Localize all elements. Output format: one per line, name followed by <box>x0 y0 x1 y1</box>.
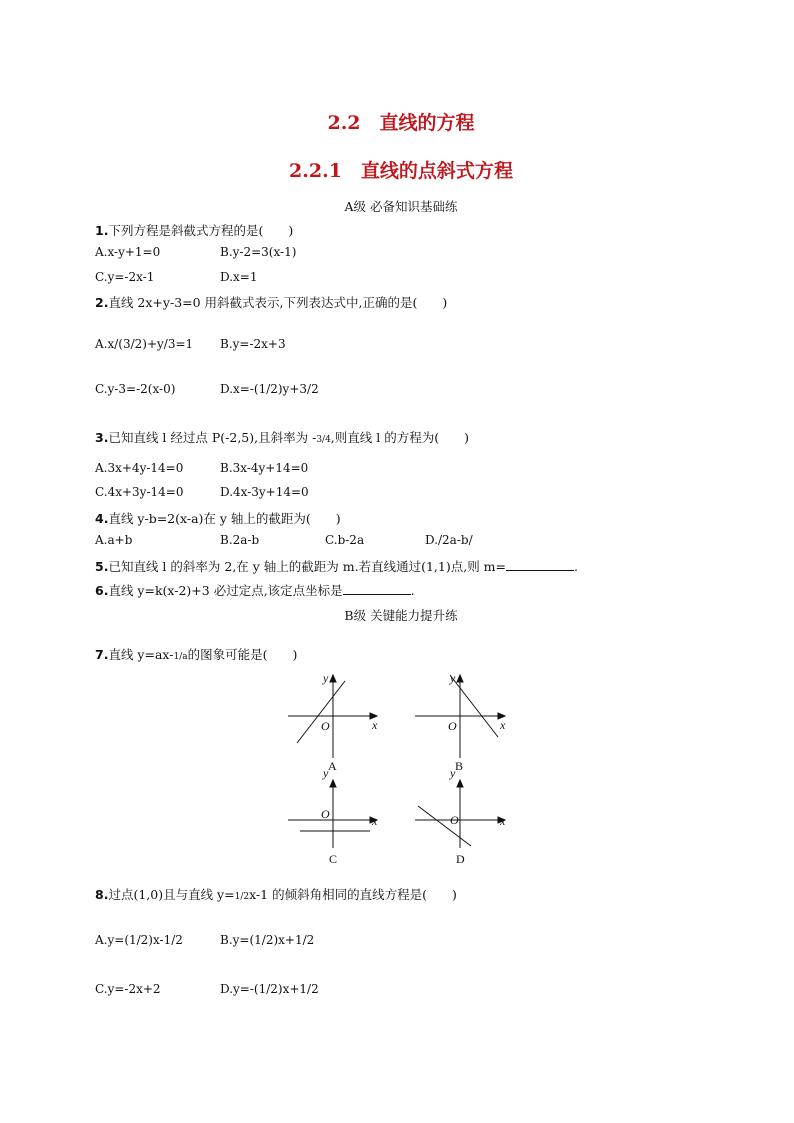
q8-fraction: 1/2 <box>234 892 250 902</box>
subsection-title: 2.2.1 直线的点斜式方程 <box>289 160 513 182</box>
q4-option-b[interactable]: B.2a-b <box>220 533 260 547</box>
graph-d <box>415 780 505 848</box>
q4-option-a[interactable]: A.a+b <box>95 533 133 547</box>
graph-a-y-label: y <box>323 671 329 685</box>
graph-a-x-label: x <box>372 718 378 732</box>
graph-d-x-label: x <box>500 814 506 828</box>
question-5: 5.已知直线 l 的斜率为 2,在 y 轴上的截距为 m.若直线通过(1,1)点,则 m= . <box>95 559 578 574</box>
question-1: 1.下列方程是斜截式方程的是( ) <box>95 223 294 238</box>
question-6: 6.直线 y=k(x-2)+3 必过定点,该定点坐标是 . <box>95 583 415 598</box>
graph-d-line <box>418 806 471 846</box>
q8-option-d[interactable]: D.y=-(1/2)x+1/2 <box>220 982 319 996</box>
graph-c <box>288 780 377 848</box>
q3-option-b[interactable]: B.3x-4y+14=0 <box>220 461 309 475</box>
q3-slope-fraction: 3/4 <box>316 435 331 445</box>
q8-option-a[interactable]: A.y=(1/2)x-1/2 <box>95 933 183 947</box>
question-8: 8.过点(1,0)且与直线 y=1/2x-1 的倾斜角相同的直线方程是( ) <box>95 887 457 902</box>
graph-d-origin: O <box>450 813 459 827</box>
q4-option-d[interactable]: D./2a-b/ <box>425 533 473 547</box>
graph-c-x-label: x <box>372 814 378 828</box>
q2-option-c[interactable]: C.y-3=-2(x-0) <box>95 382 176 396</box>
q2-option-b[interactable]: B.y=-2x+3 <box>220 337 286 351</box>
graph-c-y-label: y <box>323 766 329 780</box>
q2-option-a[interactable]: A.x/(3/2)+y/3=1 <box>95 337 194 351</box>
question-7: 7.直线 y=ax-1/a的图象可能是( ) <box>95 647 298 662</box>
q1-option-b[interactable]: B.y-2=3(x-1) <box>220 245 297 259</box>
graph-c-caption: C <box>329 852 338 866</box>
graph-b <box>415 675 505 758</box>
q1-option-a[interactable]: A.x-y+1=0 <box>95 245 161 259</box>
question-2: 2.直线 2x+y-3=0 用斜截式表示,下列表达式中,正确的是( ) <box>95 295 448 310</box>
graph-a-line <box>297 681 345 743</box>
graph-b-x-label: x <box>500 718 506 732</box>
q7-fraction: 1/a <box>173 652 188 662</box>
graph-d-caption: D <box>456 852 465 866</box>
graph-a-caption: A <box>328 759 337 773</box>
graph-b-origin: O <box>448 719 457 733</box>
graph-a <box>288 675 377 758</box>
q8-option-b[interactable]: B.y=(1/2)x+1/2 <box>220 933 315 947</box>
level-b-heading: B级 关键能力提升练 <box>344 608 458 623</box>
graph-d-y-label: y <box>450 766 456 780</box>
q3-option-a[interactable]: A.3x+4y-14=0 <box>95 461 184 475</box>
graph-c-origin: O <box>321 807 330 821</box>
q2-option-d[interactable]: D.x=-(1/2)y+3/2 <box>220 382 319 396</box>
q8-option-c[interactable]: C.y=-2x+2 <box>95 982 161 996</box>
q4-option-c[interactable]: C.b-2a <box>325 533 365 547</box>
graph-b-caption: B <box>455 759 464 773</box>
q1-option-c[interactable]: C.y=-2x-1 <box>95 270 155 284</box>
q3-option-d[interactable]: D.4x-3y+14=0 <box>220 485 309 499</box>
question-4: 4.直线 y-b=2(x-a)在 y 轴上的截距为( ) <box>95 511 341 526</box>
question-3: 3.已知直线 l 经过点 P(-2,5),且斜率为 -3/4,则直线 l 的方程为( ) <box>95 430 469 445</box>
level-a-heading: A级 必备知识基础练 <box>344 199 458 214</box>
section-title: 2.2 直线的方程 <box>327 112 475 134</box>
q3-option-c[interactable]: C.4x+3y-14=0 <box>95 485 184 499</box>
graph-b-line <box>450 675 498 737</box>
q1-option-d[interactable]: D.x=1 <box>220 270 258 284</box>
graph-a-origin: O <box>321 719 330 733</box>
graph-b-y-label: y <box>450 671 456 685</box>
